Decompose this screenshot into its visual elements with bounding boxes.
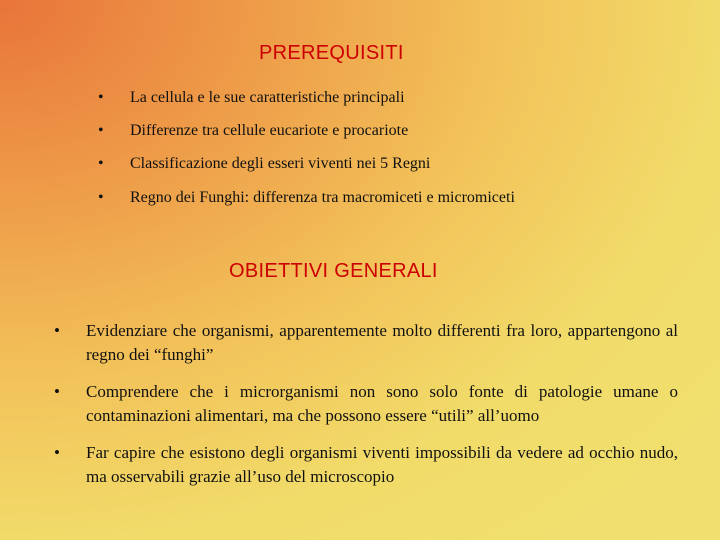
bullet-icon: •: [54, 382, 60, 401]
list-item: [98, 155, 431, 173]
list-item-text: Far capire che esistono degli organismi viventi impossibili da vedere ad occhio nudo, ma osservabili grazie all’uso del microscopio: [86, 443, 678, 486]
list-item: [98, 89, 405, 107]
bullet-icon: •: [98, 189, 104, 206]
bullet-icon: •: [98, 155, 104, 172]
list-item: [54, 319, 678, 367]
list-item-text: Comprendere che i microrganismi non sono solo fonte di patologie umane o contaminazioni alimentari, ma che possono essere “utili” all’uomo: [86, 382, 678, 425]
list-item: [54, 441, 678, 489]
list-item: [54, 380, 678, 428]
bullet-icon: •: [98, 122, 104, 139]
bullet-icon: •: [54, 443, 60, 462]
bullet-icon: •: [54, 321, 60, 340]
section-heading-obiettivi: OBIETTIVI GENERALI: [229, 260, 438, 282]
list-item-text: Differenze tra cellule eucariote e procariote: [130, 122, 409, 139]
list-item-text: La cellula e le sue caratteristiche principali: [130, 89, 405, 106]
list-item: [98, 122, 409, 140]
list-item: [98, 189, 515, 207]
section-heading-prerequisiti: PREREQUISITI: [259, 42, 404, 64]
list-item-text: Regno dei Funghi: differenza tra macromiceti e micromiceti: [130, 189, 515, 206]
list-item-text: Evidenziare che organismi, apparentemente molto differenti fra loro, appartengono al regno dei “funghi”: [86, 321, 678, 364]
bullet-icon: •: [98, 89, 104, 106]
list-item-text: Classificazione degli esseri viventi nei 5 Regni: [130, 155, 431, 172]
